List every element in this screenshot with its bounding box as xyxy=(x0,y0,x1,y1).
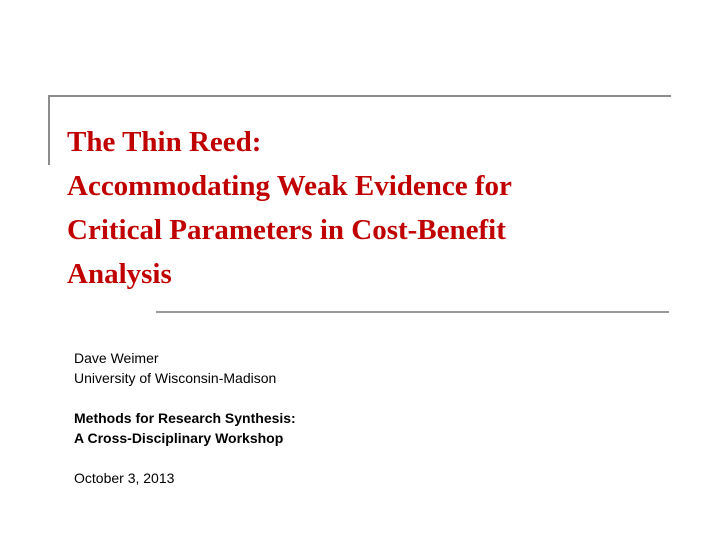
slide-details xyxy=(74,348,574,488)
event-line-2: A Cross-Disciplinary Workshop xyxy=(74,430,284,446)
presentation-date: October 3, 2013 xyxy=(74,470,175,486)
details-spacer xyxy=(74,388,574,408)
author-affiliation: University of Wisconsin-Madison xyxy=(74,370,277,386)
title-line-3: Critical Parameters in Cost-Benefit xyxy=(67,214,506,246)
title-line-2: Accommodating Weak Evidence for xyxy=(67,170,512,202)
slide-title xyxy=(67,120,667,296)
title-underline xyxy=(156,311,669,313)
title-line-1: The Thin Reed: xyxy=(67,126,262,158)
event-line-1: Methods for Research Synthesis: xyxy=(74,410,296,426)
author-name: Dave Weimer xyxy=(74,350,159,366)
details-spacer xyxy=(74,448,574,468)
title-line-4: Analysis xyxy=(67,258,172,290)
left-divider-line xyxy=(48,95,50,165)
top-divider-line xyxy=(48,95,671,97)
